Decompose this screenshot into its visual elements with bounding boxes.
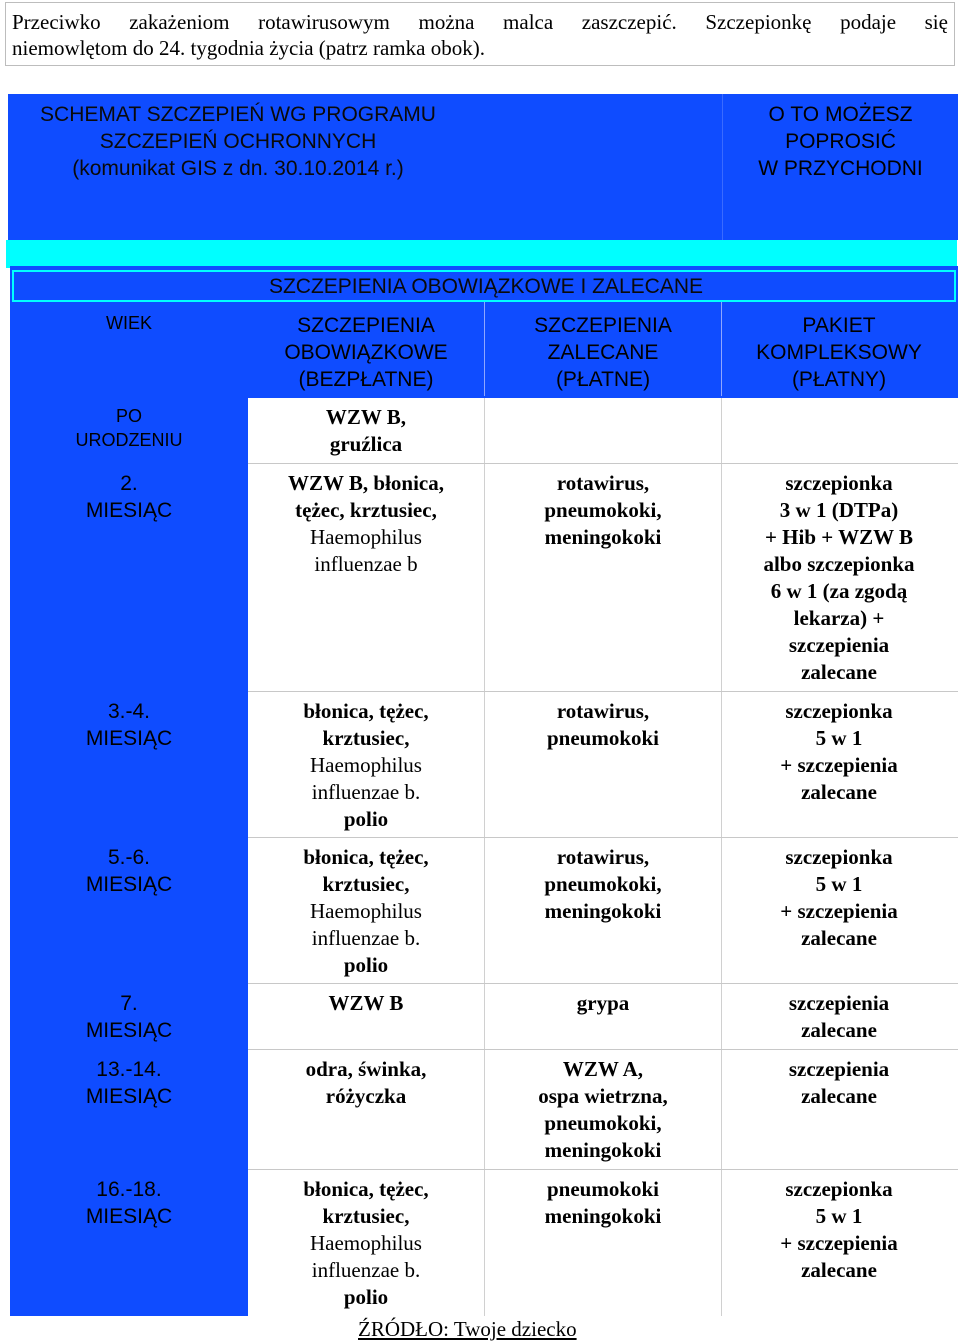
intro-line-1: [12, 9, 948, 35]
age-line: MIESIĄC: [85, 1205, 173, 1228]
vaccine-line: Haemophilus: [310, 525, 422, 549]
recommended-cell: [485, 1056, 721, 1164]
header-line: SZCZEPIENIA: [534, 314, 672, 337]
package-line: szczepionka: [785, 1177, 893, 1201]
age-line: 5.-6.: [107, 846, 151, 869]
age-line: MIESIĄC: [85, 1019, 173, 1042]
vaccine-line: ospa wietrzna,: [538, 1084, 668, 1108]
vaccine-line: WZW B,: [325, 405, 407, 429]
mandatory-cell: [248, 1176, 484, 1311]
intro-word: malca: [503, 10, 554, 34]
age-cell: [12, 838, 246, 982]
vaccine-line: meningokoki: [544, 1138, 662, 1162]
recommended-cell: [485, 698, 721, 752]
package-line: albo szczepionka: [763, 552, 915, 576]
vaccine-line: influenzae b: [314, 552, 418, 576]
vaccine-line: tężec, krztusiec,: [295, 498, 437, 522]
header-line: KOMPLEKSOWY: [756, 341, 922, 364]
row-divider: [248, 463, 958, 464]
age-line: MIESIĄC: [85, 499, 173, 522]
vaccine-line: polio: [343, 807, 389, 831]
mandatory-cell: [248, 404, 484, 458]
vaccine-line: polio: [343, 953, 389, 977]
intro-box: [5, 2, 955, 66]
package-line: zalecane: [801, 1258, 877, 1282]
age-line: PO: [115, 406, 142, 426]
package-line: zalecane: [801, 926, 877, 950]
vaccine-line: meningokoki: [544, 525, 662, 549]
row-divider: [248, 1169, 958, 1170]
package-cell: [722, 1056, 956, 1110]
vaccine-line: Haemophilus: [310, 899, 422, 923]
mandatory-cell: [248, 1056, 484, 1110]
vaccine-line: grypa: [576, 991, 630, 1015]
vaccine-line: odra, świnka,: [305, 1057, 427, 1081]
row-divider: [248, 837, 958, 838]
header-line: OBOWIĄZKOWE: [284, 341, 448, 364]
section-title: SZCZEPIENIA OBOWIĄZKOWE I ZALECANE: [268, 275, 704, 298]
package-line: + szczepienia: [780, 1231, 898, 1255]
vaccine-line: rotawirus,: [556, 471, 650, 495]
mandatory-cell: [248, 990, 484, 1017]
package-line: szczepienia: [788, 1057, 890, 1081]
column-divider: [721, 302, 722, 396]
vaccine-line: WZW A,: [562, 1057, 644, 1081]
intro-word: Szczepionkę: [705, 10, 812, 34]
ask-clinic-banner: [722, 94, 958, 240]
package-line: 5 w 1: [815, 1204, 863, 1228]
vaccine-line: meningokoki: [544, 1204, 662, 1228]
recommended-cell: [485, 470, 721, 551]
vaccine-line: pneumokoki,: [544, 498, 662, 522]
package-line: szczepionka: [785, 471, 893, 495]
vaccine-line: pneumokoki: [546, 1177, 660, 1201]
header-line: (PŁATNY): [791, 368, 887, 391]
vaccine-line: pneumokoki,: [544, 1111, 662, 1135]
row-divider: [248, 983, 958, 984]
package-header: [722, 302, 956, 396]
vaccine-line: krztusiec,: [322, 1204, 410, 1228]
vaccine-line: krztusiec,: [322, 872, 410, 896]
source-note: ŹRÓDŁO: Twoje dziecko: [358, 1317, 577, 1341]
package-line: 6 w 1 (za zgodą: [770, 579, 908, 603]
intro-word: podaje: [840, 10, 897, 34]
mandatory-cell: [248, 470, 484, 578]
package-cell: [722, 990, 956, 1044]
package-line: zalecane: [801, 1018, 877, 1042]
intro-word: rotawirusowym: [258, 10, 390, 34]
intro-word: się: [924, 10, 948, 34]
cyan-separator: [6, 240, 957, 268]
mandatory-cell: [248, 698, 484, 833]
vaccine-line: pneumokoki,: [544, 872, 662, 896]
package-line: szczepienia: [788, 633, 890, 657]
package-line: szczepienia: [788, 991, 890, 1015]
vaccine-line: różyczka: [325, 1084, 407, 1108]
banner-right-line: POPROSIĆ: [785, 130, 896, 153]
recommended-cell: [485, 1176, 721, 1230]
package-line: zalecane: [801, 780, 877, 804]
vaccine-line: meningokoki: [544, 899, 662, 923]
age-cell: [12, 692, 246, 836]
age-line: MIESIĄC: [85, 727, 173, 750]
vaccine-line: pneumokoki: [546, 726, 660, 750]
vaccine-line: Haemophilus: [310, 1231, 422, 1255]
vaccine-line: influenzae b.: [311, 1258, 421, 1282]
age-cell: [12, 398, 246, 462]
recommended-cell: [485, 844, 721, 925]
vaccine-line: rotawirus,: [556, 699, 650, 723]
vaccine-line: krztusiec,: [322, 726, 410, 750]
intro-word: zaszczepić.: [581, 10, 677, 34]
vaccine-line: WZW B: [328, 991, 404, 1015]
package-cell: [722, 470, 956, 686]
package-line: + szczepienia: [780, 753, 898, 777]
age-line: 16.-18.: [96, 1178, 162, 1201]
age-line: MIESIĄC: [85, 1085, 173, 1108]
banner-right-line: O TO MOŻESZ: [768, 103, 913, 126]
header-line: PAKIET: [802, 314, 876, 337]
age-line: 7.: [120, 992, 138, 1015]
package-line: lekarza) +: [793, 606, 885, 630]
banner-line: SCHEMAT SZCZEPIEŃ WG PROGRAMU: [40, 103, 436, 126]
package-line: 3 w 1 (DTPa): [779, 498, 899, 522]
package-line: szczepionka: [785, 845, 893, 869]
mandatory-header: [248, 302, 484, 396]
age-line: MIESIĄC: [85, 873, 173, 896]
intro-word: Przeciwko: [12, 10, 101, 34]
banner-line: (komunikat GIS z dn. 30.10.2014 r.): [72, 157, 404, 180]
age-cell: [12, 1170, 246, 1316]
package-line: zalecane: [801, 1084, 877, 1108]
schedule-banner: [8, 94, 722, 240]
section-title-bar: [12, 270, 956, 302]
header-line: SZCZEPIENIA: [297, 314, 435, 337]
vaccine-line: błonica, tężec,: [303, 699, 429, 723]
intro-word: zakażeniom: [129, 10, 230, 34]
package-cell: [722, 844, 956, 952]
package-line: + szczepienia: [780, 899, 898, 923]
age-cell: [12, 984, 246, 1048]
vaccine-line: błonica, tężec,: [303, 1177, 429, 1201]
vaccine-line: influenzae b.: [311, 926, 421, 950]
intro-word: można: [418, 10, 475, 34]
banner-line: SZCZEPIEŃ OCHRONNYCH: [99, 130, 377, 153]
recommended-cell: [485, 990, 721, 1017]
vaccine-line: influenzae b.: [311, 780, 421, 804]
recommended-header: [485, 302, 721, 396]
row-divider: [248, 691, 958, 692]
row-divider: [248, 1049, 958, 1050]
package-cell: [722, 698, 956, 806]
vaccine-line: Haemophilus: [310, 753, 422, 777]
age-line: 3.-4.: [107, 700, 151, 723]
vaccine-line: rotawirus,: [556, 845, 650, 869]
package-line: 5 w 1: [815, 872, 863, 896]
banner-title: [8, 101, 468, 182]
package-cell: [722, 1176, 956, 1284]
age-line: 13.-14.: [96, 1058, 162, 1081]
header-line: (BEZPŁATNE): [298, 368, 434, 391]
age-line: URODZENIU: [75, 430, 183, 450]
age-header: [12, 302, 246, 396]
vaccine-line: gruźlica: [329, 432, 403, 456]
age-cell: [12, 1050, 246, 1168]
mandatory-cell: [248, 844, 484, 979]
banner-right-line: W PRZYCHODNI: [758, 157, 923, 180]
age-line: 2.: [120, 472, 138, 495]
vaccine-line: błonica, tężec,: [303, 845, 429, 869]
age-header-label: WIEK: [105, 313, 152, 333]
age-cell: [12, 464, 246, 690]
header-line: ZALECANE: [547, 341, 659, 364]
package-line: szczepionka: [785, 699, 893, 723]
package-line: 5 w 1: [815, 726, 863, 750]
column-divider: [484, 302, 485, 396]
vaccine-line: WZW B, błonica,: [288, 471, 444, 495]
header-line: (PŁATNE): [555, 368, 651, 391]
package-line: zalecane: [801, 660, 877, 684]
intro-line-2: niemowlętom do 24. tygodnia życia (patrz ramka obok).: [12, 36, 485, 60]
package-line: + Hib + WZW B: [764, 525, 914, 549]
vaccine-line: polio: [343, 1285, 389, 1309]
